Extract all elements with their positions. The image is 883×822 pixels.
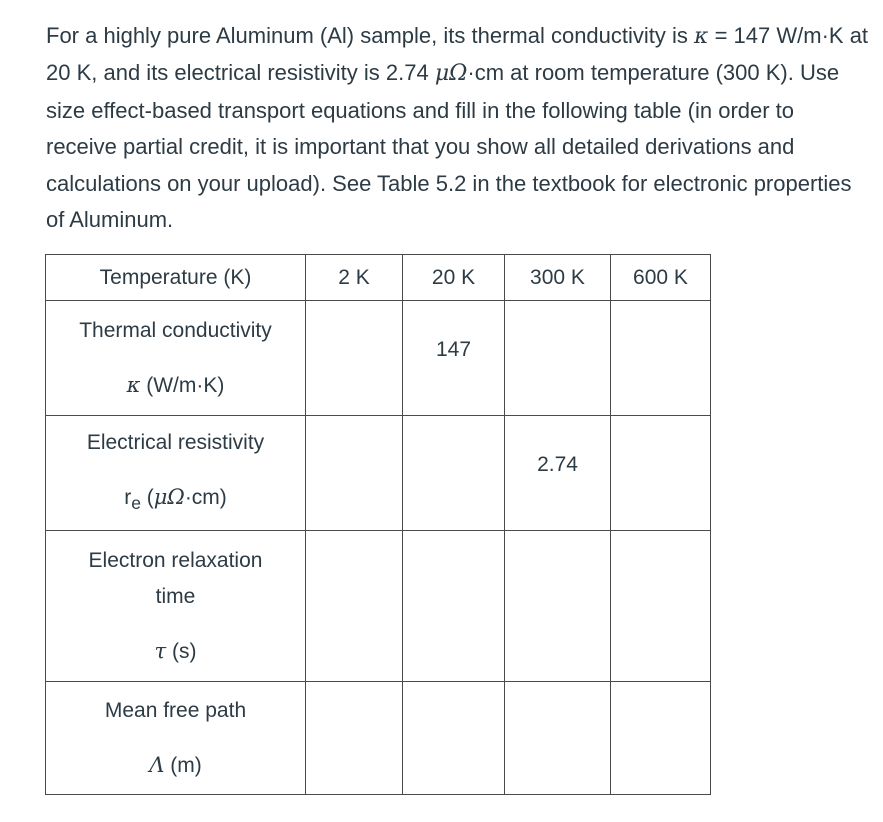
tau-600k-cell[interactable] bbox=[611, 531, 711, 682]
temperature-20k: 20 K bbox=[403, 255, 505, 301]
mean-free-path-name: Mean free path bbox=[104, 698, 247, 722]
re-600k-cell[interactable] bbox=[611, 416, 711, 531]
re-20k-cell[interactable] bbox=[403, 416, 505, 531]
prompt-part1: For a highly pure Aluminum (Al) sample, its thermal conductivity is bbox=[46, 23, 688, 48]
re-300k-value: 2.74 bbox=[537, 453, 578, 476]
problem-statement bbox=[46, 18, 871, 238]
mfp-300k-cell[interactable] bbox=[505, 682, 611, 795]
thermal-conductivity-unit-line bbox=[46, 367, 305, 404]
properties-table bbox=[45, 254, 711, 795]
table-row-relaxation-time bbox=[46, 531, 711, 682]
re-2k-cell[interactable] bbox=[306, 416, 403, 531]
thermal-conductivity-unit: (W/m·K) bbox=[140, 373, 225, 397]
row-label-thermal-conductivity bbox=[46, 301, 306, 416]
row-label-electrical-resistivity bbox=[46, 416, 306, 531]
kappa-symbol: κ bbox=[694, 24, 709, 49]
row-label-relaxation-time bbox=[46, 531, 306, 682]
kappa-300k-cell[interactable] bbox=[505, 301, 611, 416]
resistivity-symbol: r bbox=[124, 485, 132, 509]
kappa-20k-cell[interactable] bbox=[403, 301, 505, 416]
temperature-2k: 2 K bbox=[306, 255, 403, 301]
row-label-mean-free-path bbox=[46, 682, 306, 795]
temperature-300k: 300 K bbox=[505, 255, 611, 301]
mfp-20k-cell[interactable] bbox=[403, 682, 505, 795]
kappa-20k-value: 147 bbox=[435, 338, 472, 361]
prompt-part3: ·cm at room temperature (300 K). Use size effect-based transport equations and fill in the following table (in order to receive partial credit, it is important that you show all detailed derivations and calculations on your upload). See Table 5.2 in the textbook for electronic properties of Aluminum. bbox=[46, 60, 852, 233]
relaxation-time-unit-line: τ (s) bbox=[154, 638, 197, 663]
mean-free-path-unit-line: Λ (m) bbox=[149, 752, 202, 777]
relaxation-time-name-1: Electron relaxation bbox=[88, 548, 263, 572]
resistivity-subscript: e bbox=[131, 493, 141, 514]
electrical-resistivity-unit-line: $r_e$ (μΩ·cm) bbox=[124, 484, 227, 514]
lambda-symbol: Λ bbox=[149, 752, 165, 777]
kappa-symbol-cell: κ bbox=[126, 372, 141, 397]
electrical-resistivity-name: Electrical resistivity bbox=[86, 430, 265, 454]
tau-300k-cell[interactable] bbox=[505, 531, 611, 682]
mfp-2k-cell[interactable] bbox=[306, 682, 403, 795]
kappa-600k-cell[interactable] bbox=[611, 301, 711, 416]
tau-2k-cell[interactable] bbox=[306, 531, 403, 682]
prompt-part2: = 147 W/m·K at 20 K, and its electrical resistivity is 2.74 bbox=[46, 23, 869, 86]
mfp-600k-cell[interactable] bbox=[611, 682, 711, 795]
re-300k-cell[interactable] bbox=[505, 416, 611, 531]
table-row-thermal-conductivity bbox=[46, 301, 711, 416]
temperature-600k: 600 K bbox=[611, 255, 711, 301]
relaxation-time-name-2: time bbox=[155, 584, 196, 608]
thermal-conductivity-name: Thermal conductivity bbox=[79, 318, 272, 342]
temperature-header: Temperature (K) bbox=[46, 255, 306, 301]
tau-20k-cell[interactable] bbox=[403, 531, 505, 682]
micro-ohm-symbol-cell: μΩ bbox=[153, 484, 185, 509]
tau-symbol: τ bbox=[154, 638, 167, 663]
table-header-row bbox=[46, 255, 711, 301]
table-row-mean-free-path bbox=[46, 682, 711, 795]
table-row-electrical-resistivity bbox=[46, 416, 711, 531]
kappa-2k-cell[interactable] bbox=[306, 301, 403, 416]
micro-ohm-symbol: μΩ bbox=[434, 61, 468, 87]
